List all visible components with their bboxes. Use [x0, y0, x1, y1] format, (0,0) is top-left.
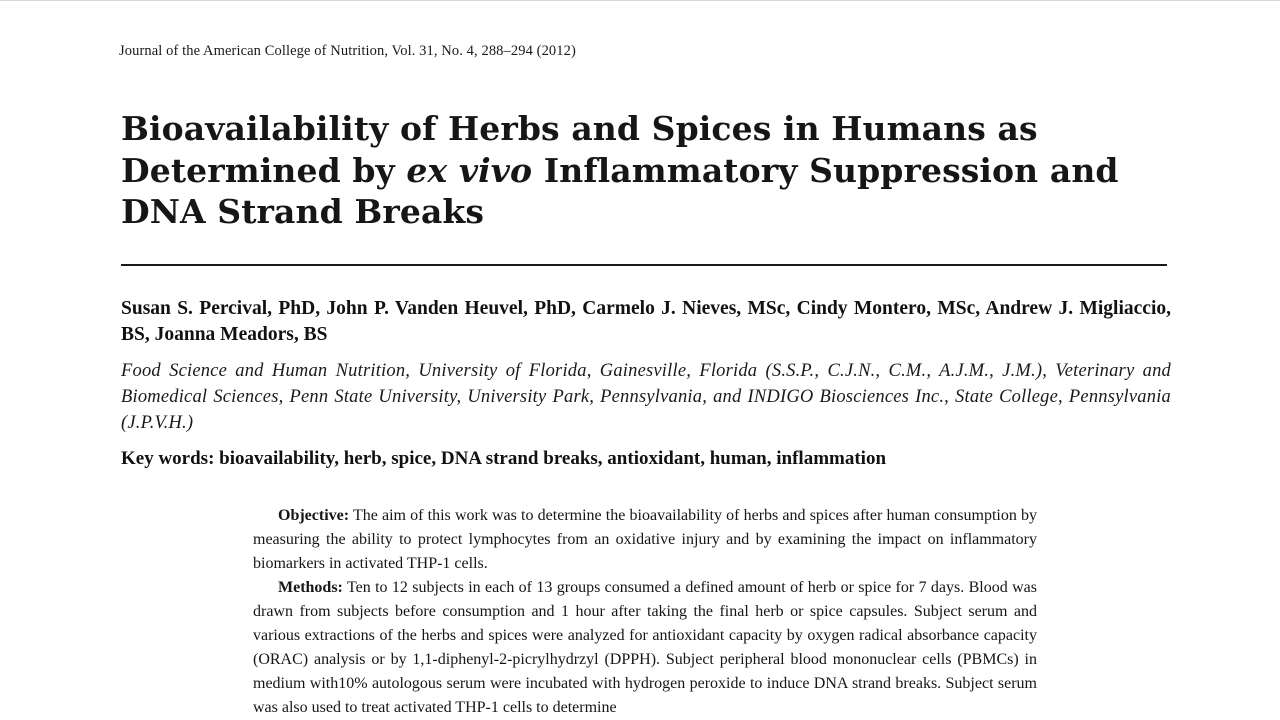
author-affiliations: Food Science and Human Nutrition, University of Florida, Gainesville, Florida (S.S.P., C.J.N., C.M., A.J.M., J.M.), Veterinary and Biomedical Sciences, Penn State University, University Park, Pennsylvania, and INDIGO Biosciences Inc., State College, Pennsylvania (J.P.V.H.) [121, 361, 1171, 433]
article-title [121, 108, 1181, 233]
objective-label: Objective: [278, 507, 350, 524]
title-part-2: Inflammatory Suppression and DNA Strand Breaks [121, 150, 1119, 231]
title-italic-phrase: ex vivo [406, 150, 533, 190]
abstract-methods [253, 576, 1037, 720]
methods-label: Methods: [278, 579, 343, 596]
abstract [253, 504, 1037, 720]
page-top-border [0, 0, 1280, 1]
keywords-line: Key words: bioavailability, herb, spice, DNA strand breaks, antioxidant, human, inflammation [121, 448, 887, 469]
abstract-objective [253, 504, 1037, 576]
title-divider [121, 264, 1167, 266]
journal-citation: Journal of the American College of Nutrition, Vol. 31, No. 4, 288–294 (2012) [119, 43, 576, 59]
author-list: Susan S. Percival, PhD, John P. Vanden Heuvel, PhD, Carmelo J. Nieves, MSc, Cindy Montero, MSc, Andrew J. Migliaccio, BS, Joanna Meadors, BS [121, 298, 1171, 345]
methods-text: Ten to 12 subjects in each of 13 groups consumed a defined amount of herb or spice for 7 days. Blood was drawn from subjects before consumption and 1 hour after taking the final herb or spice capsules. Subject serum and various extractions of the herbs and spices were analyzed for antioxidant capacity by oxygen radical absorbance capacity (ORAC) analysis or by 1,1-diphenyl-2-picrylhydrzyl (DPPH). Subject peripheral blood mononuclear cells (PBMCs) in medium with10% autologous serum were incubated with hydrogen peroxide to induce DNA strand breaks. Subject serum was also used to treat activated THP-1 cells to determine [253, 579, 1037, 716]
objective-text: The aim of this work was to determine the bioavailability of herbs and spices after human consumption by measuring the ability to protect lymphocytes from an oxidative injury and by examining the impact on inflammatory biomarkers in activated THP-1 cells. [253, 507, 1037, 572]
title-part-1: Bioavailability of Herbs and Spices in Humans as Determined by [121, 109, 1038, 190]
